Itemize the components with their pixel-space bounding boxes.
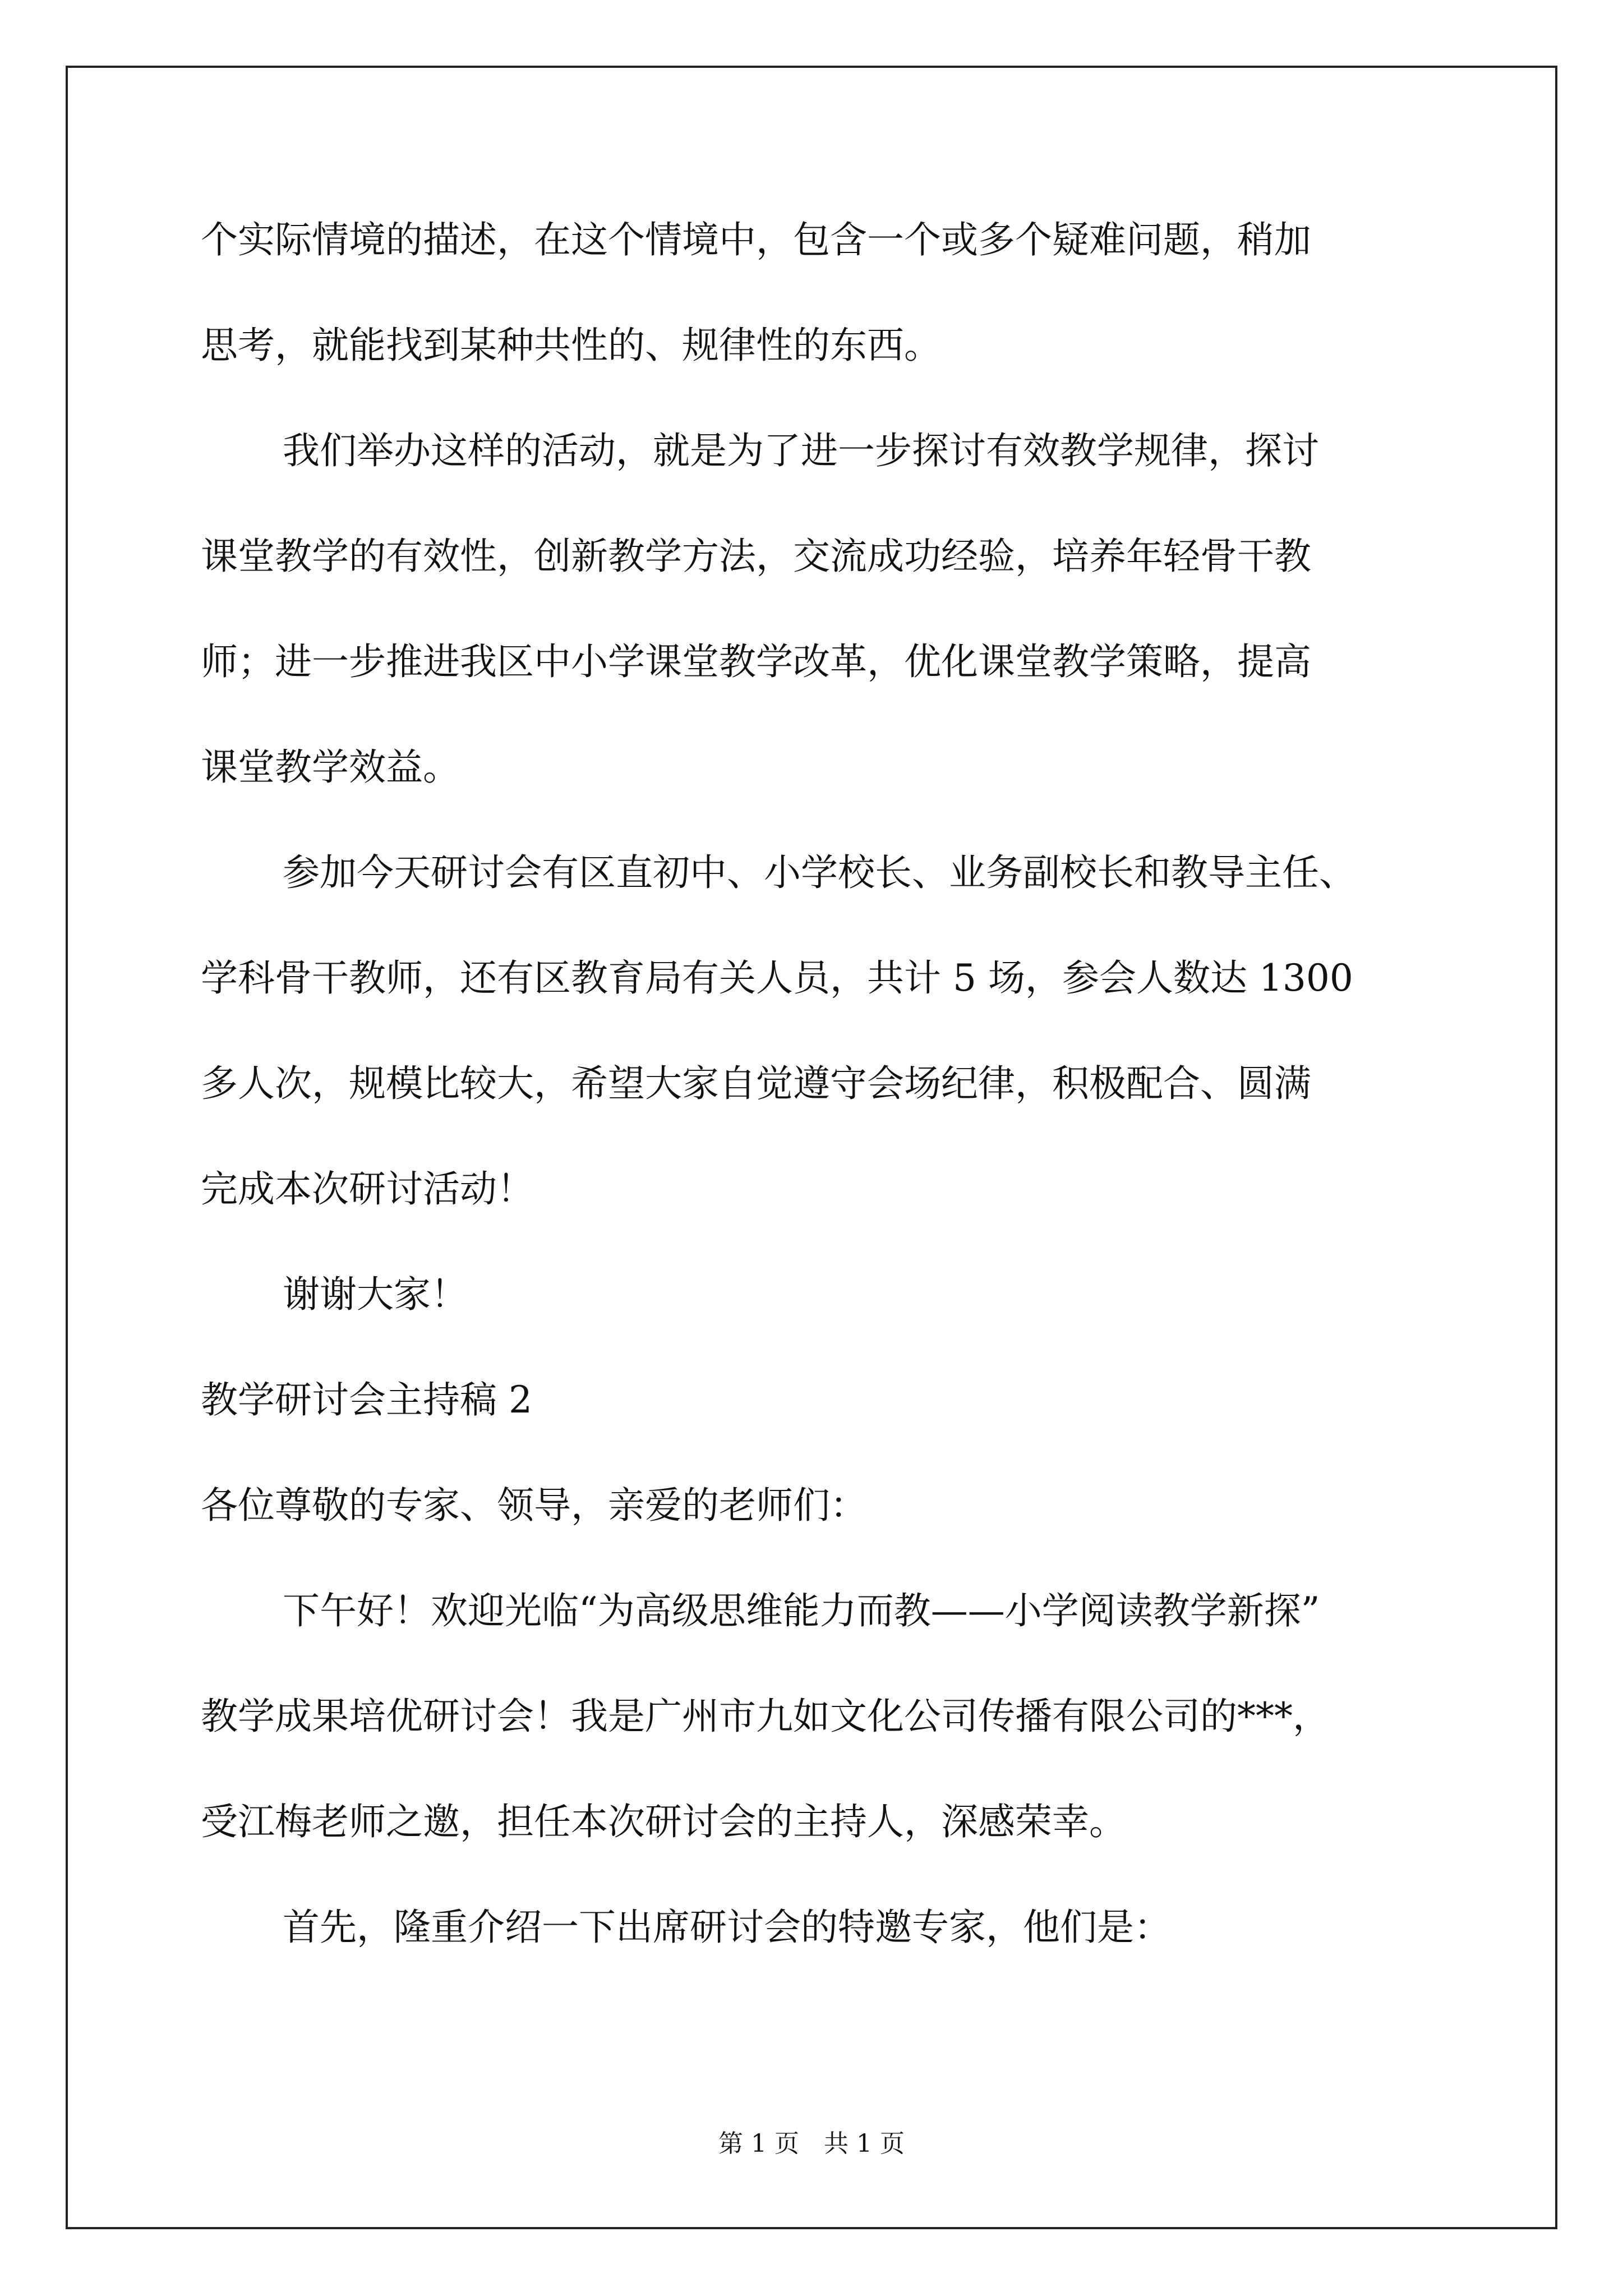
paragraph-start: 下午好！欢迎光临“为高级思维能力而教——小学阅读教学新探” [283, 1589, 1320, 1632]
salutation: 各位尊敬的专家、领导，亲爱的老师们： [201, 1484, 867, 1527]
text-line: 完成本次研讨活动！ [201, 1167, 534, 1211]
page-footer: 第 1 页 共 1 页 [718, 2129, 905, 2158]
text-line: 课堂教学的有效性，创新教学方法，交流成功经验，培养年轻骨干教 [201, 535, 1311, 578]
text-line: 多人次，规模比较大，希望大家自觉遵守会场纪律，积极配合、圆满 [201, 1062, 1311, 1105]
text-line: 个实际情境的描述，在这个情境中，包含一个或多个疑难问题，稍加 [201, 218, 1311, 261]
section-heading: 教学研讨会主持稿 2 [201, 1378, 532, 1421]
text-line: 学科骨干教师，还有区教育局有关人员，共计 5 场，参会人数达 1300 [201, 956, 1353, 1000]
text-line: 受江梅老师之邀，担任本次研讨会的主持人，深感荣幸。 [201, 1800, 1126, 1843]
text-line: 教学成果培优研讨会！我是广州市九如文化公司传播有限公司的***， [201, 1695, 1330, 1738]
text-line: 思考，就能找到某种共性的、规律性的东西。 [201, 324, 941, 367]
text-line: 师；进一步推进我区中小学课堂教学改革，优化课堂教学策略，提高 [201, 640, 1311, 683]
paragraph-start: 谢谢大家！ [283, 1273, 468, 1316]
paragraph-start: 参加今天研讨会有区直初中、小学校长、业务副校长和教导主任、 [283, 851, 1356, 894]
text-line: 课堂教学效益。 [201, 746, 460, 789]
document-body [201, 218, 1446, 1950]
paragraph-start: 首先，隆重介绍一下出席研讨会的特邀专家，他们是： [283, 1906, 1171, 1949]
paragraph-start: 我们举办这样的活动，就是为了进一步探讨有效教学规律，探讨 [283, 429, 1319, 472]
